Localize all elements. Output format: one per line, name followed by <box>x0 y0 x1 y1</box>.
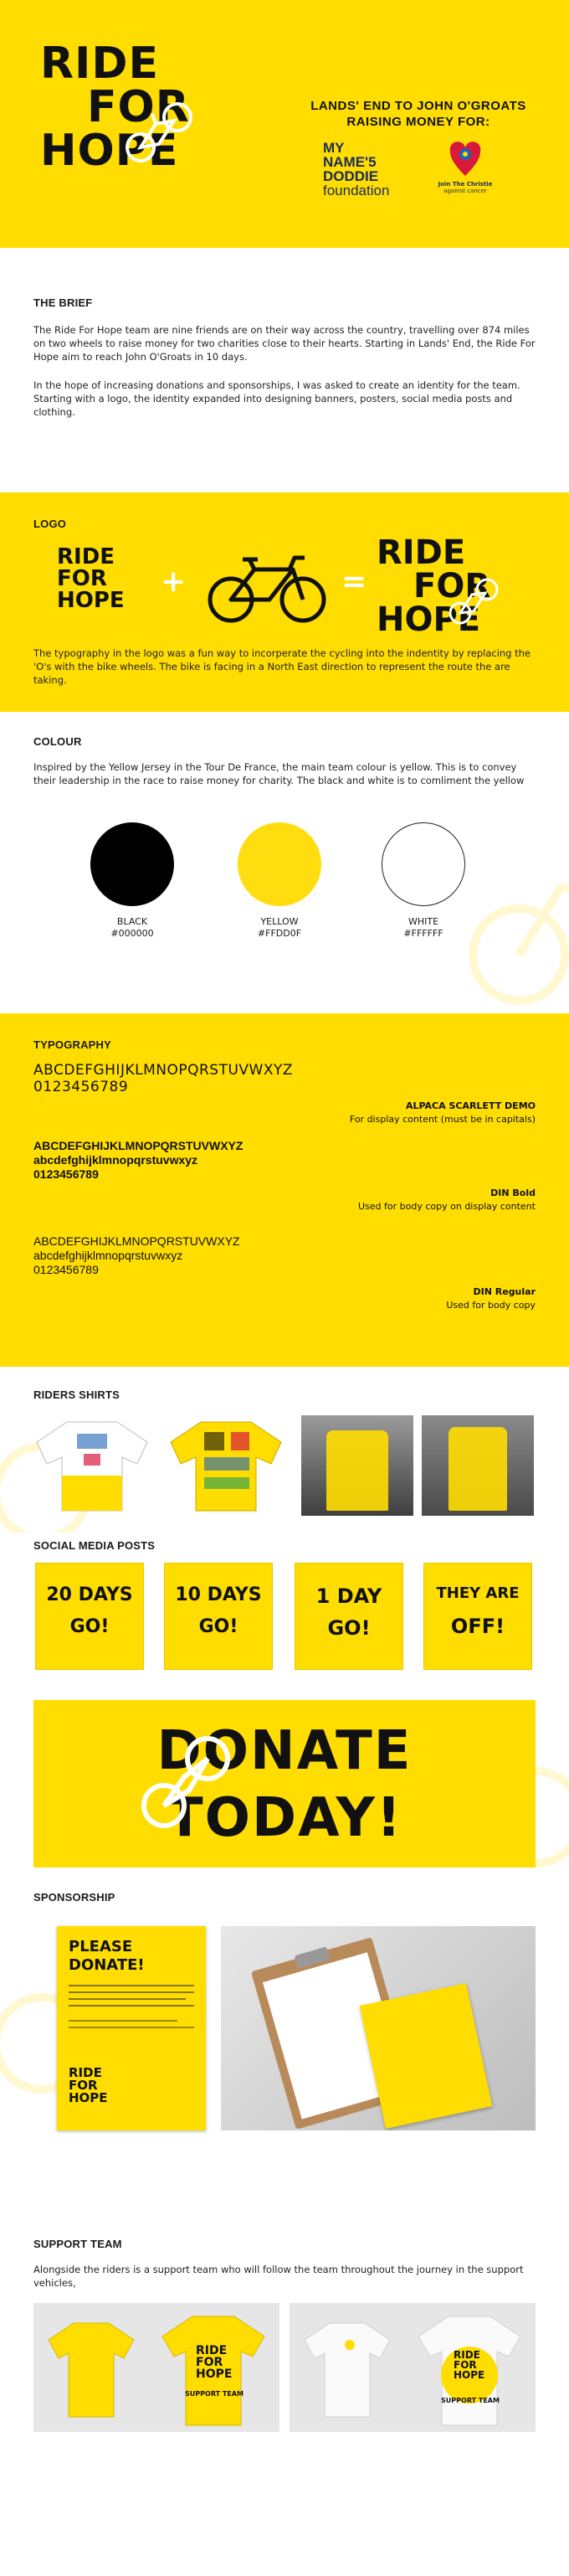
shirts-title: RIDERS SHIRTS <box>33 1388 120 1401</box>
header-section <box>0 0 569 248</box>
shirt-photo-1 <box>301 1415 413 1516</box>
tee-logo: RIDE FOR HOPE <box>196 2344 233 2381</box>
logo-caption: The typography in the logo was a fun way to incorperate the cycling into the indentity by replacing the 'O's with the bike wheels. The bike is facing in a North East direction to represent the route the are taking. <box>33 647 531 686</box>
brief-title: THE BRIEF <box>33 296 93 309</box>
logo-wordmark: RIDE FOR HOPE <box>57 544 125 613</box>
colour-title: COLOUR <box>33 735 82 748</box>
social-post-1-day: 1 DAY GO! <box>293 1561 405 1672</box>
swatch-label-white: WHITE #FFFFFF <box>403 916 443 939</box>
social-post-20-days: 20 DAYS GO! <box>33 1561 146 1672</box>
social-section <box>0 1533 569 1876</box>
white-tshirt-mockup: RIDE FOR HOPE SUPPORT TEAM <box>290 2303 536 2432</box>
shirt-photo-2 <box>422 1415 534 1516</box>
brief-paragraph-2: In the hope of increasing donations and sponsorships, I was asked to create an identity for the team. Starting with a logo, the identity expanded into designing banners, posters, social media posts and clothing. <box>33 379 520 418</box>
tee-logo-white: RIDE FOR HOPE <box>454 2349 485 2381</box>
banner-bike-icon <box>141 1730 233 1831</box>
type-sample-din-bold: ABCDEFGHIJKLMNOPQRSTUVWXYZ abcdefghijklmnopqrstuvwxyz 0123456789 DIN Bold Used for body copy on display content <box>33 1139 536 1212</box>
type-sample-alpaca: ABCDEFGHIJKLMNOPQRSTUVWXYZ 0123456789 ALPACA SCARLETT DEMO For display content (must be in capitals) <box>33 1062 536 1125</box>
tshirt-back-icon <box>45 2320 137 2419</box>
swatch-yellow <box>238 822 321 906</box>
bike-icon <box>206 551 330 626</box>
donate-banner: DONATE TODAY! <box>33 1700 536 1868</box>
swatch-label-black: BLACK #000000 <box>110 916 154 939</box>
poster-logo: RIDE FOR HOPE <box>69 2065 108 2105</box>
typography-title: TYPOGRAPHY <box>33 1038 112 1051</box>
social-post-10-days: 10 DAYS GO! <box>162 1561 274 1672</box>
social-title: SOCIAL MEDIA POSTS <box>33 1539 156 1552</box>
colour-description: Inspired by the Yellow Jersey in the Tour De France, the main team colour is yellow. This is to convey their leadership in the race to raise money for charity. The black and white is to comliment the yellow <box>33 761 525 786</box>
social-post-they-are-off: THEY ARE OFF! <box>422 1561 534 1672</box>
colour-section <box>0 712 569 1013</box>
typography-section <box>0 1013 569 1367</box>
charity-logo-my-name5-doddie: MY NAME'5 DODDIE foundation <box>323 140 390 198</box>
heart-pin-icon <box>449 141 482 178</box>
tshirt-back-icon <box>301 2320 393 2419</box>
sponsorship-title: SPONSORSHIP <box>33 1891 115 1904</box>
logo-title: LOGO <box>33 518 67 530</box>
brief-section <box>0 248 569 492</box>
shirt-front-mockup <box>167 1417 284 1514</box>
plus-sign: + <box>161 564 187 599</box>
charity-logo-christie: Join The Christie against cancer <box>432 141 499 194</box>
equals-sign: = <box>341 564 367 599</box>
flyer <box>360 1983 492 2129</box>
support-description: Alongside the riders is a support team who will follow the team throughout the journey in the support vehicles, <box>33 2264 524 2289</box>
type-sample-din-regular: ABCDEFGHIJKLMNOPQRSTUVWXYZ abcdefghijklmnopqrstuvwxyz 0123456789 DIN Regular Used for body copy <box>33 1234 536 1311</box>
swatch-label-yellow: YELLOW #FFDD0F <box>257 916 302 939</box>
logo-result: RIDE FOR HOPE <box>377 533 491 639</box>
support-section <box>0 2219 569 2576</box>
support-title: SUPPORT TEAM <box>33 2238 122 2250</box>
sponsorship-section <box>0 1876 569 2219</box>
shirt-back-mockup <box>33 1417 151 1514</box>
sponsorship-poster: PLEASE DONATE! RIDE FOR HOPE <box>57 1926 206 2130</box>
bike-watermark-icon <box>469 837 569 1005</box>
brief-paragraph-1: The Ride For Hope team are nine friends are on their way across the country, travelling over 874 miles on two wheels to raise money for two charities close to their hearts. Starting in Lands' End, the Ride For Hope aim to reach John O'Groats in 10 days. <box>33 324 536 363</box>
clipboard-photo <box>221 1926 536 2130</box>
yellow-tshirt-mockup: RIDE FOR HOPE SUPPORT TEAM <box>33 2303 279 2432</box>
logo-section <box>0 492 569 712</box>
result-bike-icon <box>449 576 499 626</box>
header-subtitle: LANDS' END TO JOHN O'GROATS RAISING MONEY FOR: <box>310 99 526 129</box>
header-logo: RIDE FOR HOPE <box>40 39 190 176</box>
swatch-black <box>90 822 174 906</box>
header-bike-icon <box>126 99 192 166</box>
swatch-white <box>382 822 465 906</box>
shirts-section <box>0 1367 569 1533</box>
